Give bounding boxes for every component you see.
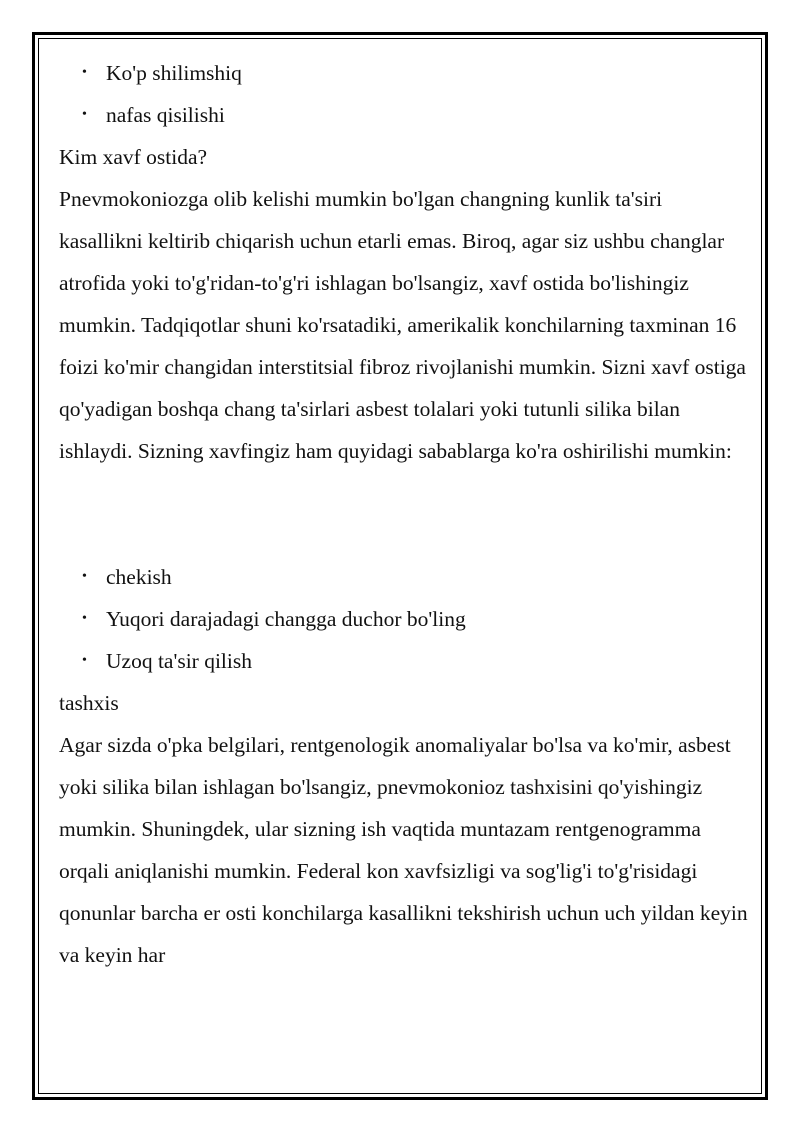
list-item: • Ko'p shilimshiq [59, 52, 749, 94]
paragraph-diagnosis: Agar sizda o'pka belgilari, rentgenologik anomaliyalar bo'lsa va ko'mir, asbest yoki silika bilan ishlagan bo'lsangiz, pnevmokonioz tashxisini qo'yishingiz mumkin. Shuningdek, ular sizning ish vaqtida muntazam rentgenogramma orqali aniqlanishi mumkin. Federal kon xavfsizligi va sog'lig'i to'g'risidagi qonunlar barcha er osti konchilarga kasallikni tekshirish uchun uch yildan keyin va keyin har [59, 733, 748, 967]
section-heading-risk: Kim xavf ostida? [59, 145, 208, 169]
symptom-list [59, 52, 749, 136]
bullet-icon: • [82, 653, 87, 668]
list-item: • nafas qisilishi [59, 94, 749, 136]
bullet-icon: • [82, 611, 87, 626]
bullet-icon: • [82, 65, 87, 80]
document-body [59, 52, 749, 976]
bullet-icon: • [82, 569, 87, 584]
list-item: • Uzoq ta'sir qilish [59, 640, 749, 682]
bullet-icon: • [82, 107, 87, 122]
risk-factor-list [59, 556, 749, 682]
list-item: • chekish [59, 556, 749, 598]
section-heading-diagnosis: tashxis [59, 691, 119, 715]
list-item: • Yuqori darajadagi changga duchor bo'ling [59, 598, 749, 640]
paragraph-risk: Pnevmokoniozga olib kelishi mumkin bo'lgan changning kunlik ta'siri kasallikni keltirib chiqarish uchun etarli emas. Biroq, agar siz ushbu changlar atrofida yoki to'g'ridan-to'g'ri ishlagan bo'lsangiz, xavf ostida bo'lishingiz mumkin. Tadqiqotlar shuni ko'rsatadiki, amerikalik konchilarning taxminan 16 foizi ko'mir changidan interstitsial fibroz rivojlanishi mumkin. Sizni xavf ostiga qo'yadigan boshqa chang ta'sirlari asbest tolalari yoki tutunli silika bilan ishlaydi. Sizning xavfingiz ham quyidagi sabablarga ko'ra oshirilishi mumkin: [59, 187, 746, 463]
spacer [59, 472, 749, 556]
